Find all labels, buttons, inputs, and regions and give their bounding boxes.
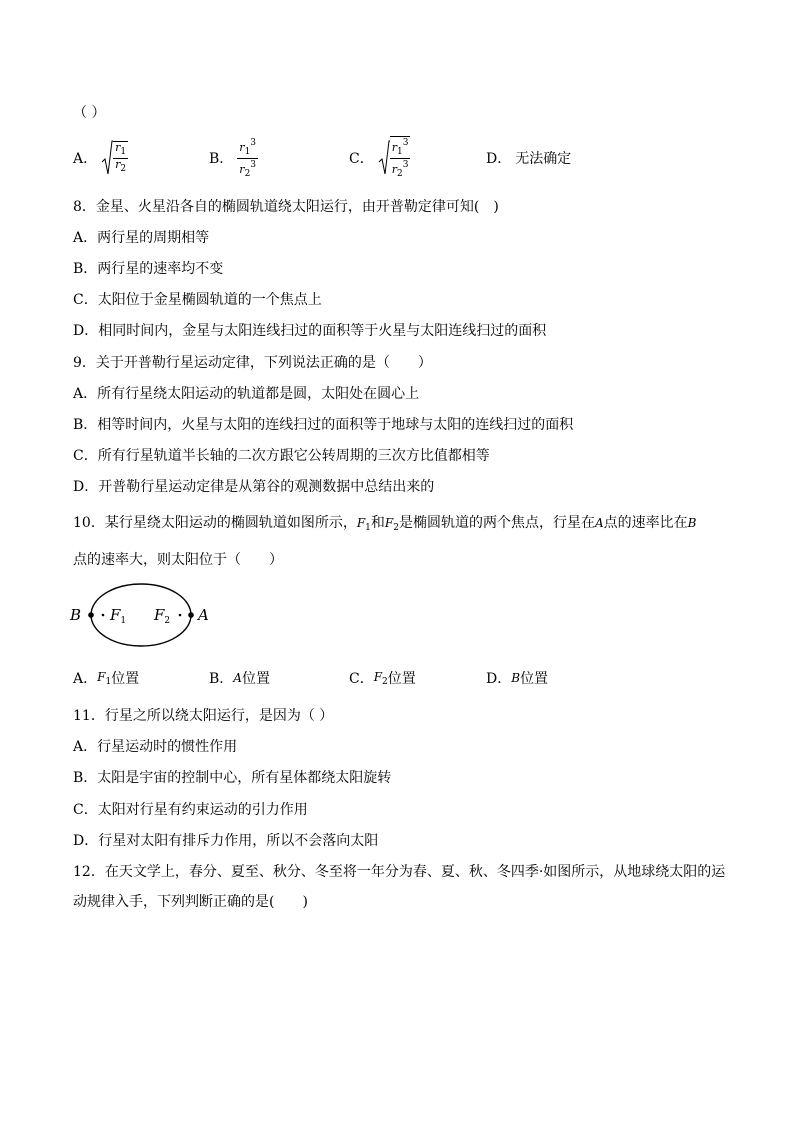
option-label: A． xyxy=(73,151,98,167)
q7-option-c xyxy=(349,136,410,180)
q8-option-b: B．两行星的速率均不变 xyxy=(73,261,224,277)
radical-sign xyxy=(101,140,113,176)
diagram-label-f2: $F_2$ xyxy=(154,606,171,626)
diagram-label-b: B xyxy=(70,606,82,624)
q7-option-a xyxy=(73,136,128,180)
fraction: $\frac{r_1^3}{r_2^3}$ xyxy=(391,138,409,179)
q12-stem-line-1: 12．在天文学上，春分、夏至、秋分、冬至将一年分为春、夏、秋、冬四季·如图所示，从地球绕太阳的运 xyxy=(73,864,726,880)
focus-f2-symbol: $F_2$ xyxy=(384,516,399,533)
q10-options xyxy=(73,656,733,700)
fraction: $\frac{r_1^3}{r_2^3}$ xyxy=(239,137,257,179)
q10-option-d: D． B 位置 xyxy=(486,671,549,687)
q11-option-a: A．行星运动时的惯性作用 xyxy=(73,739,238,755)
q11-stem: 11．行星之所以绕太阳运行，是因为（ ） xyxy=(73,708,334,724)
sqrt-expression xyxy=(101,140,128,176)
q7-paren: （ ） xyxy=(73,105,106,121)
q10-option-b: B． A 位置 xyxy=(209,671,270,687)
diagram-label-a: A xyxy=(198,606,209,624)
q9-option-c: C．所有行星轨道半长轴的二次方跟它公转周期的三次方比值都相等 xyxy=(73,448,490,464)
q10-option-a: A． $F_1$ 位置 xyxy=(73,669,140,687)
q12-stem-line-2: 动规律入手，下列判断正确的是( ) xyxy=(73,894,308,910)
q11-option-b: B．太阳是宇宙的控制中心，所有星体都绕太阳旋转 xyxy=(73,770,392,786)
q9-option-b: B．相等时间内，火星与太阳的连线扫过的面积等于地球与太阳的连线扫过的面积 xyxy=(73,417,574,433)
option-label: C． xyxy=(349,151,374,167)
q8-stem: 8．金星、火星沿各自的椭圆轨道绕太阳运行，由开普勒定律可知( ) xyxy=(73,199,499,215)
q7-option-b xyxy=(209,136,258,180)
q8-option-d: D．相同时间内，金星与太阳连线扫过的面积等于火星与太阳连线扫过的面积 xyxy=(73,323,547,339)
focus-1-dot xyxy=(102,614,105,617)
point-a-symbol: A xyxy=(594,516,604,530)
q10-stem-line-2: 点的速率大，则太阳位于（ ） xyxy=(73,552,283,568)
focus-2-dot xyxy=(179,614,182,617)
radical-sign xyxy=(378,140,390,176)
point-b-symbol: B xyxy=(687,516,697,530)
q11-option-d: D．行星对太阳有排斥力作用，所以不会落向太阳 xyxy=(73,833,379,849)
fraction: $\frac{r_1}{r_2}$ xyxy=(115,141,127,174)
focus-f1-symbol: $F_1$ xyxy=(356,516,371,533)
sqrt-expression xyxy=(378,136,411,180)
q9-stem: 9．关于开普勒行星运动定律，下列说法正确的是（ ） xyxy=(73,355,432,371)
q7-options xyxy=(73,136,733,180)
q10-option-c: C． $F_2$ 位置 xyxy=(349,669,416,687)
q8-option-a: A．两行星的周期相等 xyxy=(73,230,210,246)
option-label: B． xyxy=(209,151,234,167)
option-text: 无法确定 xyxy=(515,151,572,167)
diagram-label-f1: $F_1$ xyxy=(110,606,127,626)
q7-option-d xyxy=(486,136,571,180)
orbit-diagram xyxy=(68,580,228,650)
q9-option-d: D．开普勒行星运动定律是从第谷的观测数据中总结出来的 xyxy=(73,479,435,495)
q10-stem-line-1: 10．某行星绕太阳运动的椭圆轨道如图所示，$F_1$和$F_2$是椭圆轨道的两个焦点，行星在A点的速率比在B xyxy=(73,515,697,533)
point-b-dot xyxy=(88,612,94,618)
point-a-dot xyxy=(188,612,194,618)
q11-option-c: C．太阳对行星有约束运动的引力作用 xyxy=(73,802,308,818)
q9-option-a: A．所有行星绕太阳运动的轨道都是圆，太阳处在圆心上 xyxy=(73,386,420,402)
option-label: D． xyxy=(486,151,512,167)
q8-option-c: C．太阳位于金星椭圆轨道的一个焦点上 xyxy=(73,292,322,308)
